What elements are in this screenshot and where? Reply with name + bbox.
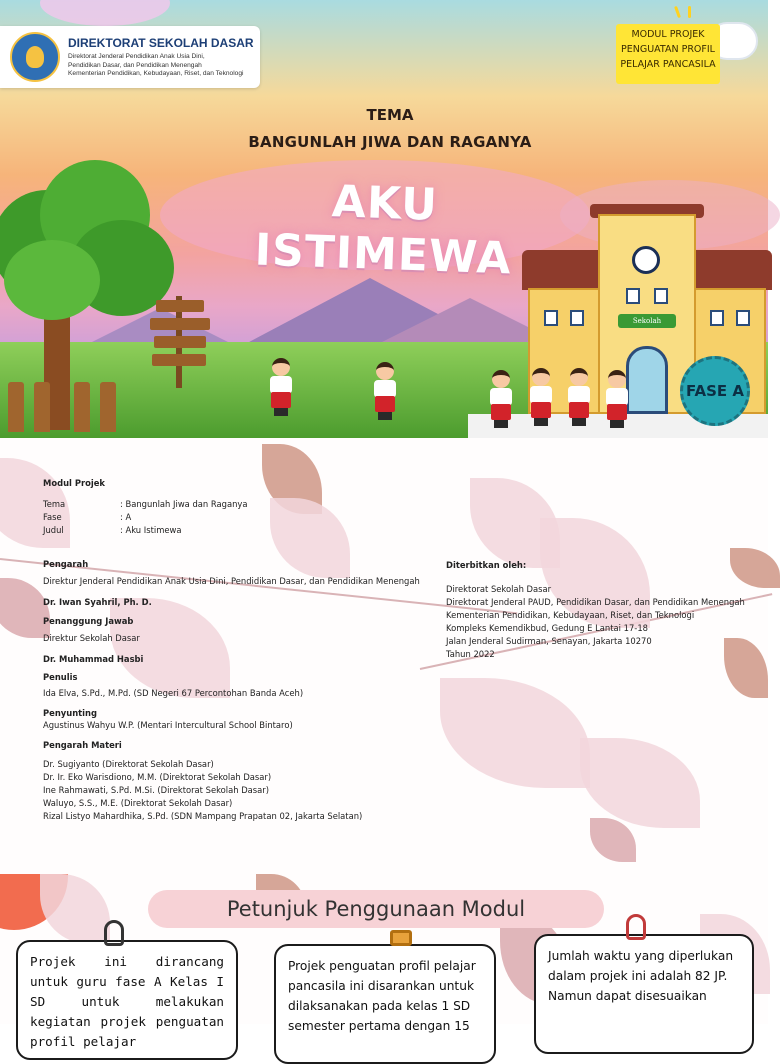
leaf-decoration [440, 678, 590, 788]
brand-subtitle-line: Pendidikan Dasar, dan Pendidikan Menengah [68, 61, 202, 69]
window [654, 288, 668, 304]
tema-label: TEMA [366, 106, 414, 124]
publisher-line: Kementerian Pendidikan, Kebudayaan, Riset, dan Teknologi [446, 610, 695, 620]
badge-line: PENGUATAN PROFIL [621, 44, 715, 55]
signpost-board [152, 354, 206, 366]
fence-post [8, 382, 24, 432]
leaf-decoration [0, 578, 50, 638]
cover-page [0, 0, 768, 438]
pengarah-materi-item: Waluyo, S.S., M.E. (Direktorat Sekolah Dasar) [43, 798, 233, 808]
pengarah-heading: Pengarah [43, 559, 89, 569]
penanggung-jawab-name: Dr. Muhammad Hasbi [43, 654, 144, 664]
pengarah-materi-item: Ine Rahmawati, S.Pd. M.Si. (Direktorat Sekolah Dasar) [43, 785, 269, 795]
brand-subtitle-line: Direktorat Jenderal Pendidikan Anak Usia Dini, [68, 53, 205, 60]
badge-line: PELAJAR PANCASILA [620, 59, 716, 70]
pink-cloud [40, 0, 170, 26]
meta-value: : Aku Istimewa [120, 525, 182, 535]
tree-crown [4, 240, 100, 320]
signpost-board [154, 336, 206, 348]
sun-ray [674, 6, 681, 18]
meta-value: : Bangunlah Jiwa dan Raganya [120, 499, 248, 509]
signpost-board [156, 300, 204, 312]
leaf-decoration [724, 638, 768, 698]
leaf-decoration [40, 874, 110, 944]
meta-label: Judul [43, 525, 64, 535]
penyunting-text: Agustinus Wahyu W.P. (Mentari Intercultural School Bintaro) [43, 720, 293, 730]
window [626, 288, 640, 304]
leaf-decoration [270, 498, 350, 578]
penyunting-heading: Penyunting [43, 708, 97, 718]
publisher-line: Direktorat Jenderal PAUD, Pendidikan Dasar, dan Pendidikan Menengah [446, 597, 745, 607]
petunjuk-title: Petunjuk Penggunaan Modul [226, 897, 526, 921]
brand-title: DIREKTORAT SEKOLAH DASAR [68, 36, 254, 50]
school-sign: Sekolah [618, 314, 676, 328]
school-door [626, 346, 668, 414]
badge-line: MODUL PROJEK [631, 29, 705, 40]
publisher-line: Jalan Jenderal Sudirman, Senayan, Jakarta 10270 [446, 636, 652, 646]
window [736, 310, 750, 326]
meta-label: Tema [43, 499, 66, 509]
instruction-card: Jumlah waktu yang diperlukan dalam projek ini adalah 82 JP. Namun dapat disesuaikan [534, 934, 754, 1054]
penanggung-jawab-heading: Penanggung Jawab [43, 616, 134, 626]
cover-title: AKU ISTIMEWA [253, 176, 513, 285]
tut-wuri-handayani-logo [10, 32, 60, 82]
sun-ray [688, 6, 691, 18]
publisher-line: Direktorat Sekolah Dasar [446, 584, 552, 594]
penanggung-jawab-text: Direktur Sekolah Dasar [43, 633, 140, 643]
leaf-decoration [730, 548, 780, 588]
penulis-heading: Penulis [43, 672, 78, 682]
modul-badge [616, 24, 720, 84]
meta-value: : A [120, 512, 132, 522]
paper-clip-icon [626, 914, 646, 940]
credits-page [0, 438, 768, 864]
leaf-decoration [580, 738, 700, 828]
petunjuk-page [0, 864, 768, 1049]
diterbitkan-heading: Diterbitkan oleh: [446, 560, 527, 570]
signpost-board [150, 318, 210, 330]
tape-pin-icon [390, 930, 412, 946]
penulis-text: Ida Elva, S.Pd., M.Pd. (SD Negeri 67 Percontohan Banda Aceh) [43, 688, 304, 698]
tema-value: BANGUNLAH JIWA DAN RAGANYA [248, 133, 532, 151]
instruction-card: Projek ini dirancang untuk guru fase A Kelas I SD untuk melakukan kegiatan projek penguatan profil pelajar [16, 940, 238, 1060]
fence-post [74, 382, 90, 432]
publisher-line: Kompleks Kemendikbud, Gedung E Lantai 17-18 [446, 623, 648, 633]
leaf-decoration [590, 818, 636, 862]
leaf-decoration [110, 598, 230, 698]
publisher-line: Tahun 2022 [446, 649, 495, 659]
fence-post [100, 382, 116, 432]
instruction-card: Projek penguatan profil pelajar pancasila ini disarankan untuk dilaksanakan pada kelas 1 SD semester pertama dengan 15 [274, 944, 496, 1064]
window [710, 310, 724, 326]
binder-clip-icon [104, 920, 124, 946]
pengarah-text: Direktur Jenderal Pendidikan Anak Usia Dini, Pendidikan Dasar, dan Pendidikan Menengah [43, 576, 420, 586]
meta-label: Fase [43, 512, 62, 522]
pengarah-materi-item: Dr. Ir. Eko Warisdiono, M.M. (Direktorat Sekolah Dasar) [43, 772, 272, 782]
brand-banner [0, 26, 260, 88]
pengarah-materi-heading: Pengarah Materi [43, 740, 122, 750]
pengarah-name: Dr. Iwan Syahril, Ph. D. [43, 597, 152, 607]
brand-subtitle [68, 53, 258, 79]
pengarah-materi-item: Dr. Sugiyanto (Direktorat Sekolah Dasar) [43, 759, 214, 769]
fase-badge: FASE A [680, 356, 750, 426]
brand-subtitle-line: Kementerian Pendidikan, Kebudayaan, Riset, dan Teknologi [68, 70, 244, 77]
window [544, 310, 558, 326]
modul-projek-heading: Modul Projek [43, 478, 105, 488]
clock-icon [632, 246, 660, 274]
fence-post [34, 382, 50, 432]
window [570, 310, 584, 326]
pengarah-materi-item: Rizal Listyo Mahardhika, S.Pd. (SDN Mampang Prapatan 02, Jakarta Selatan) [43, 811, 363, 821]
